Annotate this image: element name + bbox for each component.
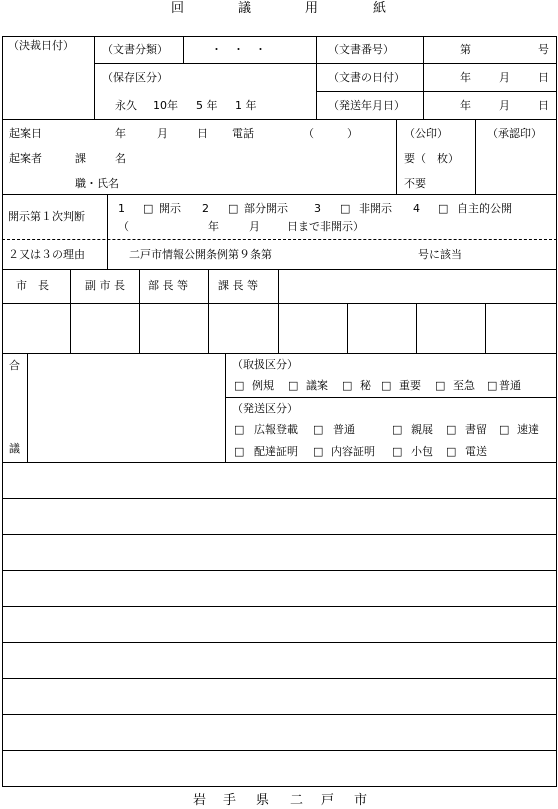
position-name-label: 職・氏名 <box>75 177 119 190</box>
approver-seal-cell-5[interactable] <box>279 304 347 353</box>
disclosure-opt1-label: 開示 <box>159 202 181 215</box>
delivery-label-9: 電送 <box>465 445 487 458</box>
seal-not-required[interactable]: 不要 <box>404 177 426 190</box>
disclosure-opt3-label: 非開示 <box>359 202 392 215</box>
delivery-label-8: 小包 <box>411 445 433 458</box>
nondisclosure-until: 日まで非開示） <box>287 220 364 233</box>
title-char-3: 用 <box>305 1 319 16</box>
approver-seal-cell-4[interactable] <box>209 304 278 353</box>
approver-mayor-label: 市 長 <box>16 279 49 292</box>
disclosure-opt2-num: 2 <box>202 202 209 215</box>
seal-label: （公印） <box>404 127 448 140</box>
handling-label-6: 普通 <box>499 379 521 392</box>
delivery-checkbox-2[interactable]: □ <box>313 423 324 436</box>
footer-city-char-5: 戸 <box>321 793 335 808</box>
title-char-1: 回 <box>171 1 185 16</box>
draft-date-label: 起案日 <box>9 127 42 140</box>
footer-city-char-1: 岩 <box>193 793 207 808</box>
handling-label-2: 議案 <box>306 379 328 392</box>
retention-permanent[interactable]: 永久 <box>115 99 137 112</box>
footer-city-char-3: 県 <box>256 793 270 808</box>
draft-date-month: 月 <box>157 127 168 140</box>
phone-label: 電話 <box>232 127 254 140</box>
handling-label-5: 至急 <box>453 379 475 392</box>
approver-seal-cell-8[interactable] <box>486 304 556 353</box>
delivery-checkbox-8[interactable]: □ <box>392 445 403 458</box>
delivery-label-1: 広報登載 <box>254 423 298 436</box>
handling-label-4: 重要 <box>399 379 421 392</box>
doc-class-label: （文書分類） <box>102 43 168 56</box>
disclosure-opt1-num: 1 <box>118 202 125 215</box>
handling-checkbox-6[interactable]: □ <box>487 379 498 392</box>
delivery-checkbox-7[interactable]: □ <box>313 445 324 458</box>
nondisclosure-year: 年 <box>208 220 219 233</box>
disclosure-opt4-num: 4 <box>413 202 420 215</box>
draft-date-day: 日 <box>197 127 208 140</box>
approver-seal-cell-2[interactable] <box>71 304 139 353</box>
handling-checkbox-3[interactable]: □ <box>342 379 353 392</box>
delivery-label-3: 親展 <box>411 423 433 436</box>
handling-checkbox-2[interactable]: □ <box>288 379 299 392</box>
delivery-label-7: 内容証明 <box>331 445 375 458</box>
doc-number-go: 号 <box>538 43 549 56</box>
reason-text: 二戸市情報公開条例第９条第 <box>129 248 272 261</box>
approver-seal-cell-7[interactable] <box>417 304 485 353</box>
handling-checkbox-1[interactable]: □ <box>234 379 245 392</box>
approver-seal-cell-3[interactable] <box>140 304 208 353</box>
handling-checkbox-4[interactable]: □ <box>381 379 392 392</box>
disclosure-opt3-num: 3 <box>314 202 321 215</box>
doc-date-day: 日 <box>538 71 549 84</box>
phone-paren[interactable]: （ ） <box>303 127 358 140</box>
handling-label-1: 例規 <box>252 379 274 392</box>
send-date-year: 年 <box>460 99 471 112</box>
send-date-label: （発送年月日） <box>328 99 405 112</box>
handling-label: （取扱区分） <box>232 358 298 371</box>
footer-city-char-2: 手 <box>223 793 237 808</box>
disclosure-opt2-label: 部分開示 <box>244 202 288 215</box>
disclosure-opt1-checkbox[interactable]: □ <box>143 202 154 215</box>
delivery-checkbox-9[interactable]: □ <box>446 445 457 458</box>
consultation-label-bottom: 議 <box>9 442 20 455</box>
disclosure-label: 開示第１次判断 <box>8 210 85 223</box>
doc-number-dai: 第 <box>460 43 471 56</box>
doc-class-value[interactable]: ・ ・ ・ <box>211 43 266 56</box>
nondisclosure-month: 月 <box>249 220 260 233</box>
approver-director-label: 部 長 等 <box>148 279 188 292</box>
retention-10y[interactable]: 10年 <box>153 99 178 112</box>
disclosure-opt3-checkbox[interactable]: □ <box>340 202 351 215</box>
approval-seal-label: （承認印） <box>487 127 542 140</box>
delivery-label-6: 配達証明 <box>254 445 298 458</box>
consultation-label-top: 合 <box>9 359 20 372</box>
title-char-2: 議 <box>238 1 252 16</box>
seal-required[interactable]: 要（ 枚） <box>404 152 459 165</box>
delivery-label-4: 書留 <box>465 423 487 436</box>
send-date-day: 日 <box>538 99 549 112</box>
handling-checkbox-5[interactable]: □ <box>435 379 446 392</box>
approver-vice-mayor-label: 副 市 長 <box>85 279 125 292</box>
title-char-4: 紙 <box>373 1 387 16</box>
footer-city-char-4: 二 <box>290 793 304 808</box>
delivery-checkbox-6[interactable]: □ <box>234 445 245 458</box>
doc-date-label: （文書の日付） <box>328 71 405 84</box>
handling-label-3: 秘 <box>360 379 371 392</box>
draft-date-year: 年 <box>115 127 126 140</box>
delivery-label-2: 普通 <box>333 423 355 436</box>
doc-date-year: 年 <box>460 71 471 84</box>
reason-label: ２又は３の理由 <box>8 248 85 261</box>
decision-date-label: （決裁日付） <box>8 39 74 52</box>
reason-suffix: 号に該当 <box>418 248 462 261</box>
disclosure-opt4-label: 自主的公開 <box>457 202 512 215</box>
retention-5y[interactable]: 5 年 <box>196 99 218 112</box>
name-label: 名 <box>115 152 126 165</box>
footer-city-char-6: 市 <box>354 793 368 808</box>
send-date-month: 月 <box>499 99 510 112</box>
delivery-checkbox-4[interactable]: □ <box>446 423 457 436</box>
drafter-label: 起案者 <box>9 152 42 165</box>
retention-1y[interactable]: 1 年 <box>235 99 257 112</box>
delivery-checkbox-5[interactable]: □ <box>499 423 510 436</box>
approver-seal-cell-1[interactable] <box>3 304 70 353</box>
approver-manager-label: 課 長 等 <box>218 279 258 292</box>
delivery-checkbox-3[interactable]: □ <box>392 423 403 436</box>
delivery-label-5: 速達 <box>517 423 539 436</box>
doc-date-month: 月 <box>499 71 510 84</box>
disclosure-opt4-checkbox[interactable]: □ <box>438 202 449 215</box>
delivery-label: （発送区分） <box>232 402 298 415</box>
approver-seal-cell-6[interactable] <box>348 304 416 353</box>
disclosure-opt2-checkbox[interactable]: □ <box>228 202 239 215</box>
retention-label: （保存区分） <box>102 71 168 84</box>
nondisclosure-open: （ <box>118 220 129 233</box>
delivery-checkbox-1[interactable]: □ <box>234 423 245 436</box>
section-label: 課 <box>75 152 86 165</box>
doc-number-label: （文書番号） <box>328 43 394 56</box>
